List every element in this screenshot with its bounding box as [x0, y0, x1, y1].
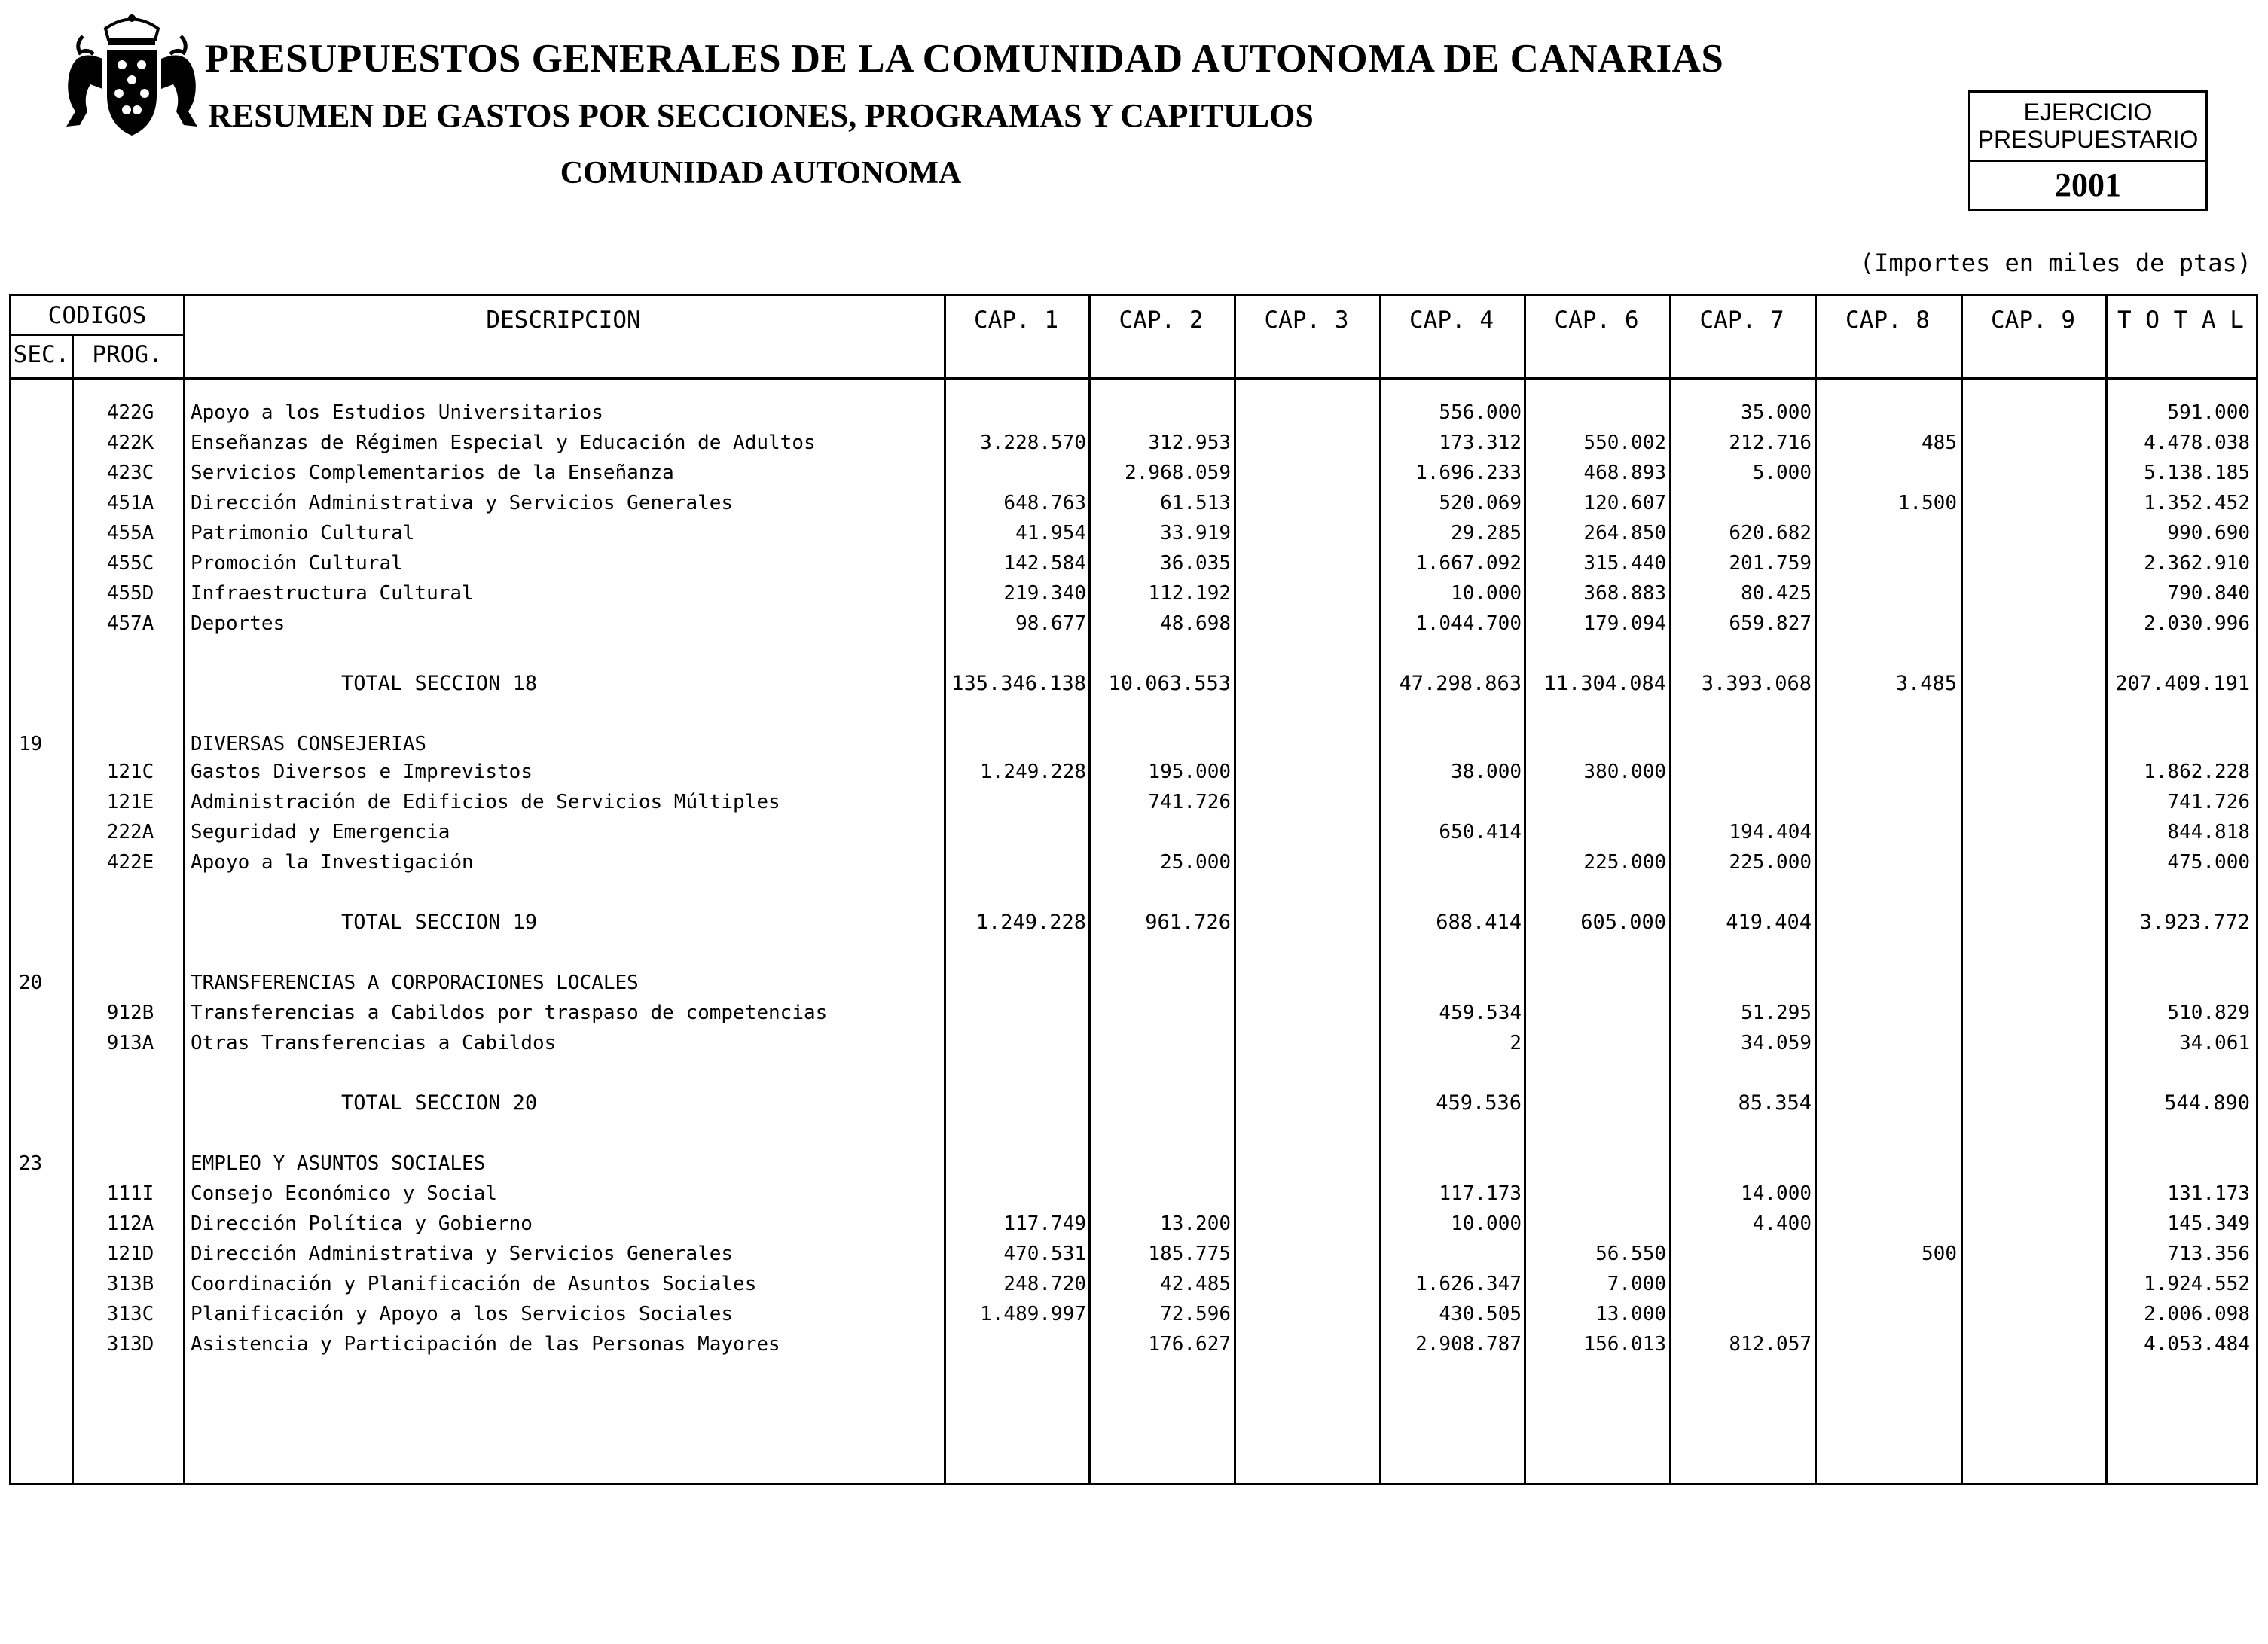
row-cap7: 659.827 — [1729, 612, 1812, 635]
table-row — [11, 518, 2260, 548]
row-prog-code: 422E — [106, 851, 154, 874]
budget-year-label — [1970, 93, 2205, 162]
row-cap2: 10.063.553 — [1108, 672, 1231, 695]
row-total: 1.352.452 — [2144, 492, 2250, 514]
row-total: 790.840 — [2167, 582, 2250, 605]
table-row — [11, 847, 2260, 877]
row-cap6: 380.000 — [1583, 761, 1666, 783]
row-prog-code: 111I — [106, 1182, 154, 1205]
row-cap4: 430.505 — [1439, 1303, 1522, 1325]
row-description: Promoción Cultural — [191, 552, 403, 575]
row-cap1: 1.489.997 — [980, 1303, 1086, 1325]
row-cap7: 51.295 — [1741, 1002, 1812, 1024]
row-cap2: 312.953 — [1148, 432, 1231, 454]
row-cap1: 142.584 — [1003, 552, 1086, 575]
row-total: 34.061 — [2179, 1032, 2250, 1054]
table-row — [11, 458, 2260, 488]
table-row — [11, 1299, 2260, 1329]
document-title: PRESUPUESTOS GENERALES DE LA COMUNIDAD AUTONOMA DE CANARIAS — [204, 37, 1724, 81]
section-total-row — [11, 907, 2260, 938]
row-total: 1.862.228 — [2144, 761, 2250, 783]
table-row — [11, 488, 2260, 518]
row-cap1: 98.677 — [1015, 612, 1086, 635]
row-description: Servicios Complementarios de la Enseñanza — [191, 462, 674, 484]
budget-year-box — [1968, 90, 2208, 211]
row-cap7: 201.759 — [1729, 552, 1812, 575]
row-total: 4.478.038 — [2144, 432, 2250, 454]
row-description: Enseñanzas de Régimen Especial y Educación de Adultos — [191, 432, 816, 454]
row-cap7: 225.000 — [1729, 851, 1812, 874]
row-sec-code: 20 — [19, 971, 43, 994]
row-cap4: 459.534 — [1439, 1002, 1522, 1024]
row-prog-code: 457A — [106, 612, 154, 635]
row-cap7: 419.404 — [1726, 910, 1812, 934]
row-cap7: 14.000 — [1741, 1182, 1812, 1205]
row-prog-code: 121C — [106, 761, 154, 783]
row-cap4: 556.000 — [1439, 401, 1522, 424]
row-description: Infraestructura Cultural — [191, 582, 474, 605]
row-cap4: 520.069 — [1439, 492, 1522, 514]
row-total: 2.362.910 — [2144, 552, 2250, 575]
row-description: DIVERSAS CONSEJERIAS — [191, 733, 427, 755]
row-cap6: 11.304.084 — [1543, 672, 1666, 695]
row-prog-code: 913A — [106, 1032, 154, 1054]
table-row — [11, 1269, 2260, 1299]
header-cap3: CAP. 3 — [1264, 307, 1349, 334]
row-description: Administración de Edificios de Servicios Múltiples — [191, 791, 780, 813]
row-cap2: 33.919 — [1160, 522, 1231, 544]
row-cap7: 5.000 — [1752, 462, 1812, 484]
row-description: Apoyo a la Investigación — [191, 851, 474, 874]
row-prog-code: 422G — [106, 401, 154, 424]
row-description: Consejo Económico y Social — [191, 1182, 497, 1205]
row-cap4: 650.414 — [1439, 821, 1522, 843]
row-cap2: 112.192 — [1148, 582, 1231, 605]
row-cap7: 212.716 — [1729, 432, 1812, 454]
row-cap6: 179.094 — [1583, 612, 1666, 635]
row-total: 475.000 — [2167, 851, 2250, 874]
row-prog-code: 121D — [106, 1243, 154, 1265]
row-total: 990.690 — [2167, 522, 2250, 544]
row-cap1: 470.531 — [1003, 1243, 1086, 1265]
row-cap4: 47.298.863 — [1399, 672, 1522, 695]
codigos-divider — [11, 334, 183, 336]
row-cap2: 195.000 — [1148, 761, 1231, 783]
row-cap2: 13.200 — [1160, 1212, 1231, 1235]
row-prog-code: 451A — [106, 492, 154, 514]
row-description: TOTAL SECCION 19 — [341, 910, 538, 934]
table-row — [11, 998, 2260, 1028]
row-cap8: 485 — [1922, 432, 1957, 454]
table-row — [11, 1028, 2260, 1058]
header-sec: SEC. — [13, 341, 70, 368]
section-total-row — [11, 1088, 2260, 1118]
row-cap1: 648.763 — [1003, 492, 1086, 514]
row-prog-code: 313C — [106, 1303, 154, 1325]
row-cap1: 41.954 — [1015, 522, 1086, 544]
row-prog-code: 455C — [106, 552, 154, 575]
row-prog-code: 423C — [106, 462, 154, 484]
row-prog-code: 455A — [106, 522, 154, 544]
row-description: TOTAL SECCION 20 — [341, 1091, 538, 1115]
section-total-row — [11, 669, 2260, 699]
row-cap4: 459.536 — [1436, 1091, 1522, 1115]
row-cap4: 2.908.787 — [1415, 1333, 1522, 1356]
row-cap4: 2 — [1509, 1032, 1522, 1054]
row-cap7: 34.059 — [1741, 1032, 1812, 1054]
row-cap7: 194.404 — [1729, 821, 1812, 843]
row-prog-code: 313B — [106, 1273, 154, 1295]
row-cap4: 29.285 — [1451, 522, 1522, 544]
row-cap6: 315.440 — [1583, 552, 1666, 575]
row-prog-code: 422K — [106, 432, 154, 454]
row-description: TRANSFERENCIAS A CORPORACIONES LOCALES — [191, 971, 639, 994]
row-cap6: 368.883 — [1583, 582, 1666, 605]
table-row — [11, 1239, 2260, 1269]
row-cap7: 80.425 — [1741, 582, 1812, 605]
header-cap4: CAP. 4 — [1409, 307, 1494, 334]
header-cap9: CAP. 9 — [1991, 307, 2075, 334]
table-row — [11, 787, 2260, 817]
table-row — [11, 398, 2260, 428]
row-cap6: 156.013 — [1583, 1333, 1666, 1356]
row-cap4: 688.414 — [1436, 910, 1522, 934]
header-cap1: CAP. 1 — [974, 307, 1058, 334]
row-prog-code: 222A — [106, 821, 154, 843]
row-total: 1.924.552 — [2144, 1273, 2250, 1295]
row-cap6: 120.607 — [1583, 492, 1666, 514]
row-description: Coordinación y Planificación de Asuntos Sociales — [191, 1273, 757, 1295]
row-description: Transferencias a Cabildos por traspaso de competencias — [191, 1002, 828, 1024]
row-cap4: 10.000 — [1451, 1212, 1522, 1235]
row-cap2: 961.726 — [1145, 910, 1231, 934]
row-description: Otras Transferencias a Cabildos — [191, 1032, 557, 1054]
row-cap2: 61.513 — [1160, 492, 1231, 514]
row-prog-code: 455D — [106, 582, 154, 605]
document-scope: COMUNIDAD AUTONOMA — [560, 156, 962, 191]
row-total: 3.923.772 — [2139, 910, 2250, 934]
row-cap4: 1.626.347 — [1415, 1273, 1522, 1295]
row-cap4: 38.000 — [1451, 761, 1522, 783]
row-cap6: 225.000 — [1583, 851, 1666, 874]
table-row — [11, 1209, 2260, 1239]
row-cap2: 48.698 — [1160, 612, 1231, 635]
row-cap2: 36.035 — [1160, 552, 1231, 575]
table-row — [11, 1179, 2260, 1209]
table-row — [11, 817, 2260, 847]
header-cap8: CAP. 8 — [1845, 307, 1930, 334]
section-header-row — [11, 968, 2260, 998]
row-description: Patrimonio Cultural — [191, 522, 415, 544]
ejercicio-label: EJERCICIO — [2023, 99, 2153, 126]
row-cap7: 35.000 — [1741, 401, 1812, 424]
row-cap7: 620.682 — [1729, 522, 1812, 544]
presupuestario-label: PRESUPUESTARIO — [1977, 126, 2199, 153]
row-total: 2.006.098 — [2144, 1303, 2250, 1325]
row-cap2: 185.775 — [1148, 1243, 1231, 1265]
table-row — [11, 608, 2260, 639]
row-prog-code: 121E — [106, 791, 154, 813]
row-cap7: 4.400 — [1752, 1212, 1812, 1235]
row-description: Deportes — [191, 612, 285, 635]
row-cap1: 1.249.228 — [980, 761, 1086, 783]
header-cap7: CAP. 7 — [1699, 307, 1784, 334]
row-prog-code: 313D — [106, 1333, 154, 1356]
row-cap4: 117.173 — [1439, 1182, 1522, 1205]
row-cap4: 10.000 — [1451, 582, 1522, 605]
row-cap6: 56.550 — [1595, 1243, 1666, 1265]
row-description: Planificación y Apoyo a los Servicios Sociales — [191, 1303, 734, 1325]
row-cap1: 219.340 — [1003, 582, 1086, 605]
row-description: EMPLEO Y ASUNTOS SOCIALES — [191, 1152, 486, 1175]
row-cap2: 42.485 — [1160, 1273, 1231, 1295]
row-description: Seguridad y Emergencia — [191, 821, 450, 843]
row-prog-code: 912B — [106, 1002, 154, 1024]
row-description: Apoyo a los Estudios Universitarios — [191, 401, 603, 424]
row-cap6: 13.000 — [1595, 1303, 1666, 1325]
table-row — [11, 757, 2260, 787]
units-note: (Importes en miles de ptas) — [1859, 249, 2251, 277]
table-row — [11, 578, 2260, 608]
header-cap6: CAP. 6 — [1554, 307, 1639, 334]
row-cap6: 550.002 — [1583, 432, 1666, 454]
row-cap1: 3.228.570 — [980, 432, 1086, 454]
row-total: 5.138.185 — [2144, 462, 2250, 484]
header-bottom-line — [11, 377, 2256, 380]
section-header-row — [11, 1148, 2260, 1179]
row-sec-code: 19 — [19, 733, 43, 755]
table-row — [11, 1329, 2260, 1359]
row-cap7: 85.354 — [1738, 1091, 1812, 1115]
row-description: Dirección Administrativa y Servicios Generales — [191, 1243, 734, 1265]
row-total: 741.726 — [2167, 791, 2250, 813]
row-total: 2.030.996 — [2144, 612, 2250, 635]
row-cap7: 3.393.068 — [1701, 672, 1812, 695]
row-prog-code: 112A — [106, 1212, 154, 1235]
section-header-row — [11, 729, 2260, 759]
row-total: 713.356 — [2167, 1243, 2250, 1265]
row-description: TOTAL SECCION 18 — [341, 672, 538, 695]
row-total: 145.349 — [2167, 1212, 2250, 1235]
budget-table — [9, 294, 2258, 1485]
row-description: Dirección Política y Gobierno — [191, 1212, 533, 1235]
row-cap6: 264.850 — [1583, 522, 1666, 544]
header-descripcion: DESCRIPCION — [486, 307, 641, 334]
header-total: T O T A L — [2117, 307, 2244, 334]
row-cap8: 3.485 — [1895, 672, 1957, 695]
table-row — [11, 548, 2260, 578]
row-cap6: 468.893 — [1583, 462, 1666, 484]
row-cap2: 72.596 — [1160, 1303, 1231, 1325]
row-total: 844.818 — [2167, 821, 2250, 843]
header-cap2: CAP. 2 — [1119, 307, 1204, 334]
row-cap1: 248.720 — [1003, 1273, 1086, 1295]
header-codigos: CODIGOS — [47, 302, 147, 329]
row-cap2: 741.726 — [1148, 791, 1231, 813]
row-total: 131.173 — [2167, 1182, 2250, 1205]
header-prog: PROG. — [92, 341, 163, 368]
row-cap1: 1.249.228 — [975, 910, 1086, 934]
row-total: 4.053.484 — [2144, 1333, 2250, 1356]
row-cap8: 500 — [1922, 1243, 1957, 1265]
row-cap4: 1.044.700 — [1415, 612, 1522, 635]
row-description: Asistencia y Participación de las Personas Mayores — [191, 1333, 780, 1356]
row-cap1: 135.346.138 — [951, 672, 1086, 695]
row-total: 510.829 — [2167, 1002, 2250, 1024]
row-cap4: 1.696.233 — [1415, 462, 1522, 484]
row-cap2: 2.968.059 — [1125, 462, 1231, 484]
row-total: 544.890 — [2164, 1091, 2250, 1115]
budget-year: 2001 — [2055, 166, 2121, 203]
document-subtitle: RESUMEN DE GASTOS POR SECCIONES, PROGRAMAS Y CAPITULOS — [208, 97, 1314, 134]
row-cap8: 1.500 — [1897, 492, 1957, 514]
row-sec-code: 23 — [19, 1152, 43, 1175]
row-description: Gastos Diversos e Imprevistos — [191, 761, 533, 783]
table-row — [11, 428, 2260, 458]
row-cap4: 173.312 — [1439, 432, 1522, 454]
row-cap2: 176.627 — [1148, 1333, 1231, 1356]
row-cap2: 25.000 — [1160, 851, 1231, 874]
row-cap6: 7.000 — [1607, 1273, 1666, 1295]
row-cap6: 605.000 — [1580, 910, 1666, 934]
row-cap1: 117.749 — [1003, 1212, 1086, 1235]
row-total: 207.409.191 — [2115, 672, 2250, 695]
row-cap4: 1.667.092 — [1415, 552, 1522, 575]
row-cap7: 812.057 — [1729, 1333, 1812, 1356]
row-total: 591.000 — [2167, 401, 2250, 424]
row-description: Dirección Administrativa y Servicios Generales — [191, 492, 734, 514]
